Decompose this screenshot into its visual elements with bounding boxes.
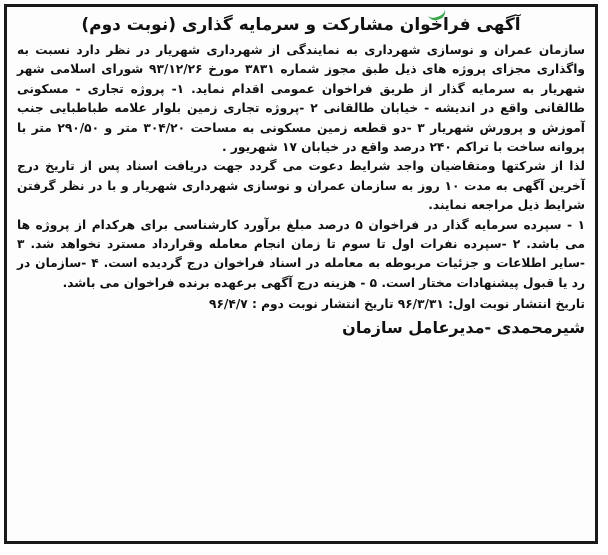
signature-line: شیرمحمدی -مدیرعامل سازمان	[342, 318, 585, 338]
notice-paragraph-intro: سازمان عمران و نوسازی شهرداری به نمایندگی از شهرداری شهریار در نظر دارد نسبت به واگذاری مجزای پروژه های ذیل طبق مجوز شماره ۳۸۳۱ مورخ ۹۳/۱۲/۲۶ شورای اسلامی شهر شهریار به سرمایه گذار از طریق فراخوان عمومی اقدام نماید. ۱- پروژه تجاری - مسکونی طالقانی واقع در اندیشه - خیابان طالقانی ۲ -پروژه تجاری زمین بلوار علامه طباطبایی جنب آموزش و پرورش شهریار ۳ -دو قطعه زمین مسکونی به مساحت ۳۰۴/۲۰ متر و ۲۹۰/۵۰ متر با پروانه ساخت با تراکم ۲۴۰ درصد واقع در خیابان ۱۷ شهریور .	[17, 43, 586, 155]
publication-dates: تاریخ انتشار نوبت اول: ۹۶/۳/۳۱ تاریخ انتشار نوبت دوم : ۹۶/۴/۷	[209, 297, 585, 312]
notice-box	[4, 4, 598, 544]
notice-paragraph-invitation: لذا از شرکتها ومتقاضیان واجد شرایط دعوت می گردد جهت دریافت اسناد پس از تاریخ درج آخرین آگهی به مدت ۱۰ روز به سازمان عمران و نوسازی شهرداری شهریار و با در نظر گرفتن شرایط ذیل مراجعه نمایند.	[17, 159, 585, 213]
notice-paragraph-conditions: ۱ - سپرده سرمایه گذار در فراخوان ۵ درصد مبلغ برآورد کارشناسی برای هرکدام از پروژه ها می باشد. ۲ -سپرده نفرات اول تا سوم تا زمان انجام معامله وقرارداد مسترد نخواهد شد. ۳ -سایر اطلاعات و جزئیات مربوطه به معامله در اسناد فراخوان درج گردیده است. ۴ -سازمان در رد یا قبول پیشنهادات مختار است. ۵ - هزینه درج آگهی برعهده برنده فراخوان می باشد.	[17, 217, 586, 290]
notice-title: آگهی فراخوان مشارکت و سرمایه گذاری (نوبت دوم)	[81, 15, 521, 35]
